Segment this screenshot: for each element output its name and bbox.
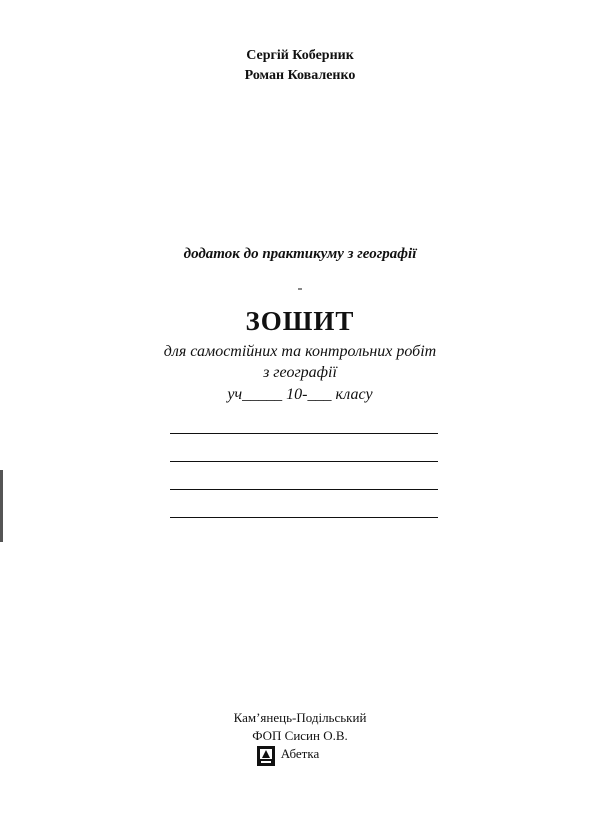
publisher-brand: Абетка: [280, 746, 320, 761]
document-title: ЗОШИТ: [245, 306, 355, 336]
publisher-brand-wrap: [281, 745, 320, 763]
name-blank-line: [170, 517, 438, 518]
author-name: Сергій Коберник: [246, 48, 354, 63]
abetka-logo-icon: [257, 746, 275, 766]
student-class-field: уч_____ 10-___ класу: [227, 386, 373, 403]
publisher-city: Кам’янець-Подільський: [233, 710, 367, 725]
supplement-caption: додаток до практикуму з географії: [183, 246, 417, 262]
author-name: Роман Коваленко: [244, 68, 356, 83]
publisher-name: ФОП Сисин О.В.: [252, 728, 348, 743]
publisher-block: [0, 709, 600, 763]
authors-block: [0, 46, 600, 86]
scan-page-edge: [0, 470, 3, 542]
name-blank-line: [170, 433, 438, 434]
scan-speck: [298, 288, 302, 290]
name-blank-line: [170, 489, 438, 490]
document-subject: з географії: [263, 364, 337, 381]
name-blank-line: [170, 461, 438, 462]
document-subtitle: для самостійних та контрольних робіт: [163, 343, 437, 360]
